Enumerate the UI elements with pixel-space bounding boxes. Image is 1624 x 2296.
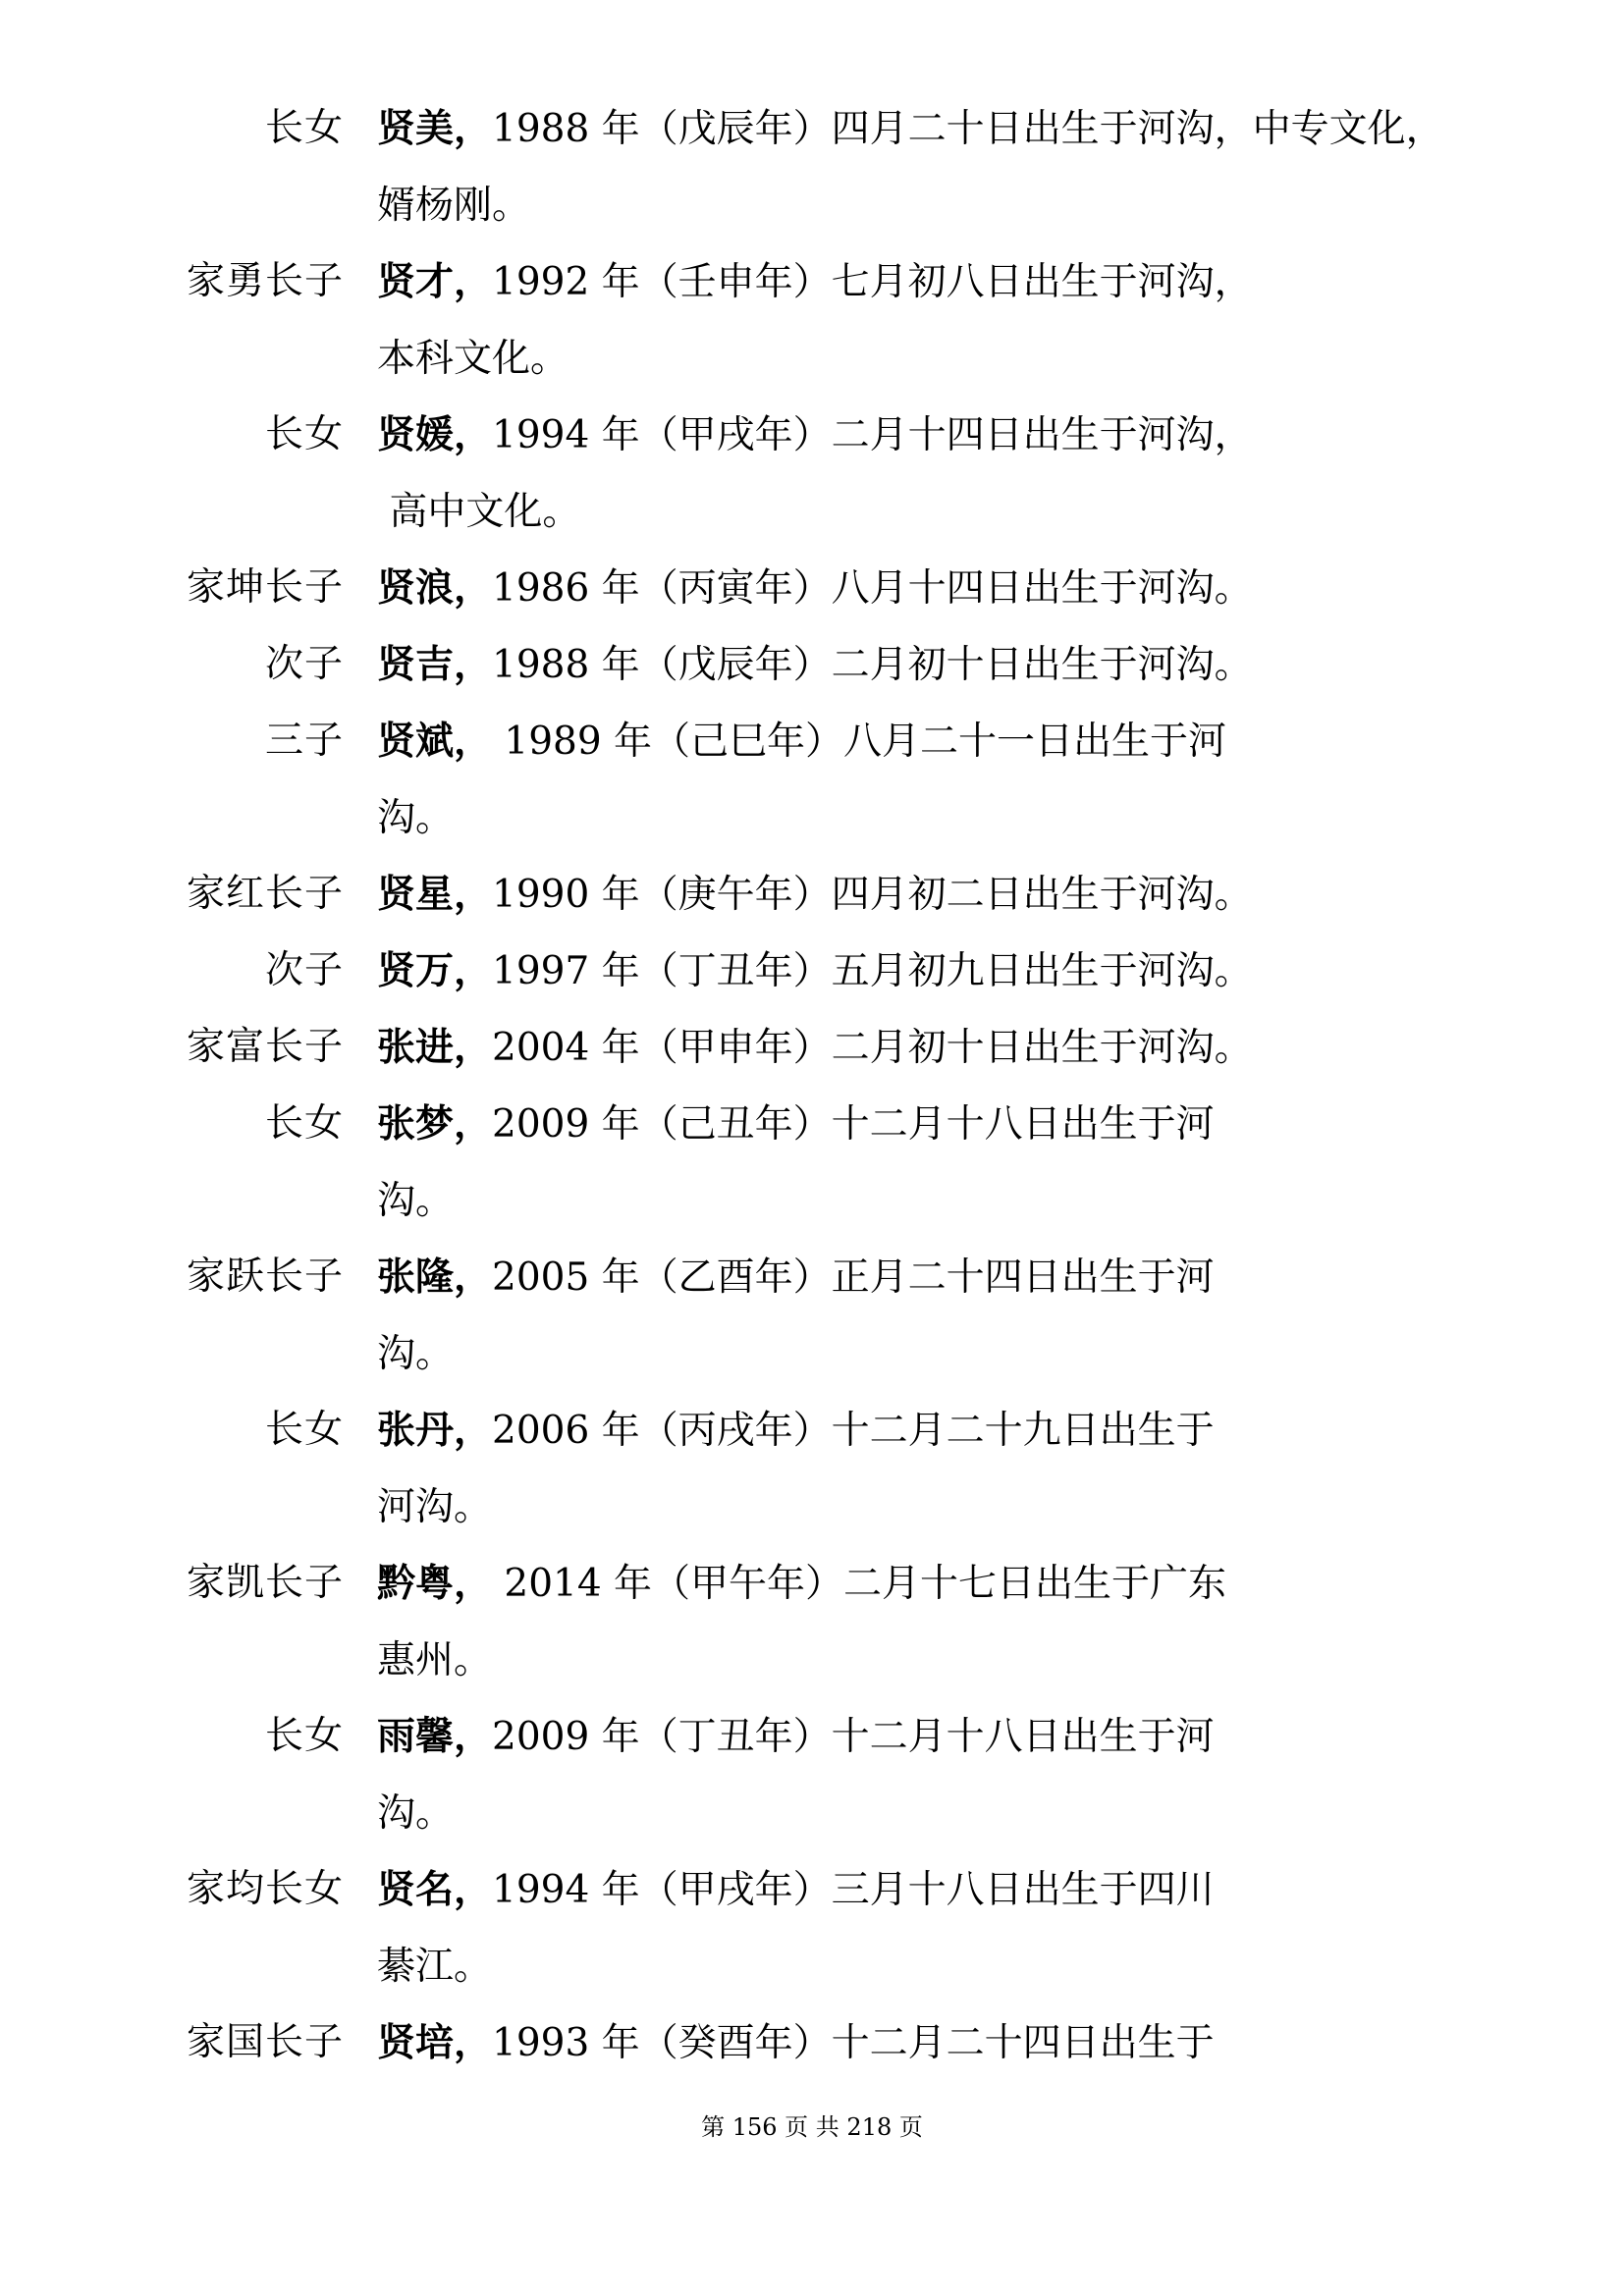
- entry-detail: 2005 年（乙酉年）正月二十四日出生于河: [492, 1255, 1215, 1300]
- person-name: 张丹，: [377, 1408, 493, 1453]
- person-name: 贤斌，: [377, 719, 493, 764]
- entry-text: [377, 1392, 1496, 1546]
- person-name: 雨馨，: [377, 1714, 493, 1759]
- entry-detail: 1990 年（庚午年）四月初二日出生于河沟。: [492, 873, 1253, 917]
- entry-line: [377, 1392, 1496, 1469]
- entry-text: [377, 1239, 1496, 1393]
- entry-text: [377, 1545, 1496, 1699]
- relation-label: 家跃长子: [186, 1255, 344, 1299]
- entry-line: [377, 1086, 1496, 1163]
- entry-line: [377, 1851, 1496, 1929]
- entry-text: [377, 550, 1496, 627]
- entry-detail: 2009 年（己丑年）十二月十八日出生于河: [492, 1102, 1215, 1147]
- person-name: 贤吉，: [377, 642, 493, 687]
- entry-line: [377, 1009, 1496, 1087]
- page-footer: 第 156 页 共 218 页: [701, 2113, 923, 2141]
- entry-detail: 1992 年（壬申年）七月初八日出生于河沟，: [492, 260, 1253, 304]
- entry-detail: 1994 年（甲戌年）二月十四日出生于河沟，: [492, 413, 1253, 457]
- person-name: 贤媛，: [377, 412, 493, 457]
- entry-text: [377, 90, 1496, 244]
- entry-detail: 1989 年（己巳年）八月二十一日出生于河: [492, 720, 1227, 764]
- entry-line: [377, 703, 1496, 780]
- entry-detail: 2009 年（丁丑年）十二月十八日出生于河: [492, 1715, 1215, 1759]
- entry-text: [377, 397, 1496, 551]
- entry-detail: 1986 年（丙寅年）八月十四日出生于河沟。: [492, 566, 1253, 611]
- entry-line: [377, 626, 1496, 704]
- relation-label: 家坤长子: [186, 565, 344, 610]
- relation-label: 长女: [264, 412, 344, 456]
- person-name: 张进，: [377, 1025, 493, 1070]
- relation-label: 家勇长子: [186, 259, 344, 303]
- entry-detail: 1988 年（戊辰年）四月二十日出生于河沟，中专文化，: [492, 107, 1444, 151]
- person-name: 贤才，: [377, 259, 493, 304]
- relation-label: 三子: [264, 719, 344, 763]
- entry-text: [377, 1851, 1496, 2005]
- person-name: 贤名，: [377, 1867, 493, 1912]
- entry-text: [377, 856, 1496, 934]
- relation-label: 长女: [264, 1714, 344, 1758]
- entry-line: [377, 856, 1496, 934]
- entry-line: [377, 1239, 1496, 1316]
- relation-label: 次子: [264, 948, 344, 992]
- entry-text: [377, 1009, 1496, 1087]
- entry-line: 婿杨刚。: [377, 184, 531, 228]
- entry-text: [377, 2004, 1496, 2082]
- relation-label: 家富长子: [186, 1025, 344, 1069]
- relation-label: 家国长子: [186, 2020, 344, 2064]
- entry-detail: 2014 年（甲午年）二月十七日出生于广东: [492, 1562, 1227, 1606]
- entry-line: 沟。: [377, 1332, 455, 1376]
- entry-line: [377, 550, 1496, 627]
- person-name: 贤万，: [377, 948, 493, 993]
- entry-line: 沟。: [377, 1179, 455, 1223]
- entry-line: [377, 933, 1496, 1010]
- person-name: 张隆，: [377, 1255, 493, 1300]
- entry-line: [377, 90, 1496, 168]
- entry-detail: 1994 年（甲戌年）三月十八日出生于四川: [492, 1868, 1215, 1912]
- entry-line: [377, 397, 1496, 474]
- entry-text: [377, 703, 1496, 857]
- relation-label: 次子: [264, 642, 344, 686]
- relation-label: 长女: [264, 106, 344, 150]
- entry-line: [377, 243, 1496, 321]
- entry-text: [377, 626, 1496, 704]
- person-name: 张梦，: [377, 1101, 493, 1147]
- entry-line: [377, 1698, 1496, 1776]
- entry-text: [377, 1086, 1496, 1240]
- entry-line: 本科文化。: [377, 337, 569, 381]
- entry-line: 河沟。: [377, 1485, 493, 1529]
- entry-detail: 2004 年（甲申年）二月初十日出生于河沟。: [492, 1026, 1253, 1070]
- relation-label: 长女: [264, 1101, 344, 1146]
- entry-detail: 1988 年（戊辰年）二月初十日出生于河沟。: [492, 643, 1253, 687]
- entry-text: [377, 933, 1496, 1010]
- relation-label: 长女: [264, 1408, 344, 1452]
- person-name: 贤美，: [377, 106, 493, 151]
- entry-text: [377, 243, 1496, 398]
- entry-detail: 1997 年（丁丑年）五月初九日出生于河沟。: [492, 949, 1253, 993]
- entry-line: 惠州。: [377, 1638, 493, 1682]
- person-name: 贤星，: [377, 872, 493, 917]
- relation-label: 家均长女: [186, 1867, 344, 1911]
- entry-detail: 2006 年（丙戌年）十二月二十九日出生于: [492, 1409, 1215, 1453]
- person-name: 贤培，: [377, 2020, 493, 2065]
- person-name: 黔粤，: [377, 1561, 493, 1606]
- entry-text: [377, 1698, 1496, 1852]
- person-name: 贤浪，: [377, 565, 493, 611]
- entry-line: 綦江。: [377, 1945, 493, 1989]
- entry-line: 高中文化。: [377, 490, 581, 534]
- entry-detail: 1993 年（癸酉年）十二月二十四日出生于: [492, 2021, 1215, 2065]
- entry-line: [377, 2004, 1496, 2082]
- entry-line: 沟。: [377, 796, 455, 840]
- entry-line: 沟。: [377, 1791, 455, 1836]
- entry-line: [377, 1545, 1496, 1623]
- relation-label: 家红长子: [186, 872, 344, 916]
- relation-label: 家凯长子: [186, 1561, 344, 1605]
